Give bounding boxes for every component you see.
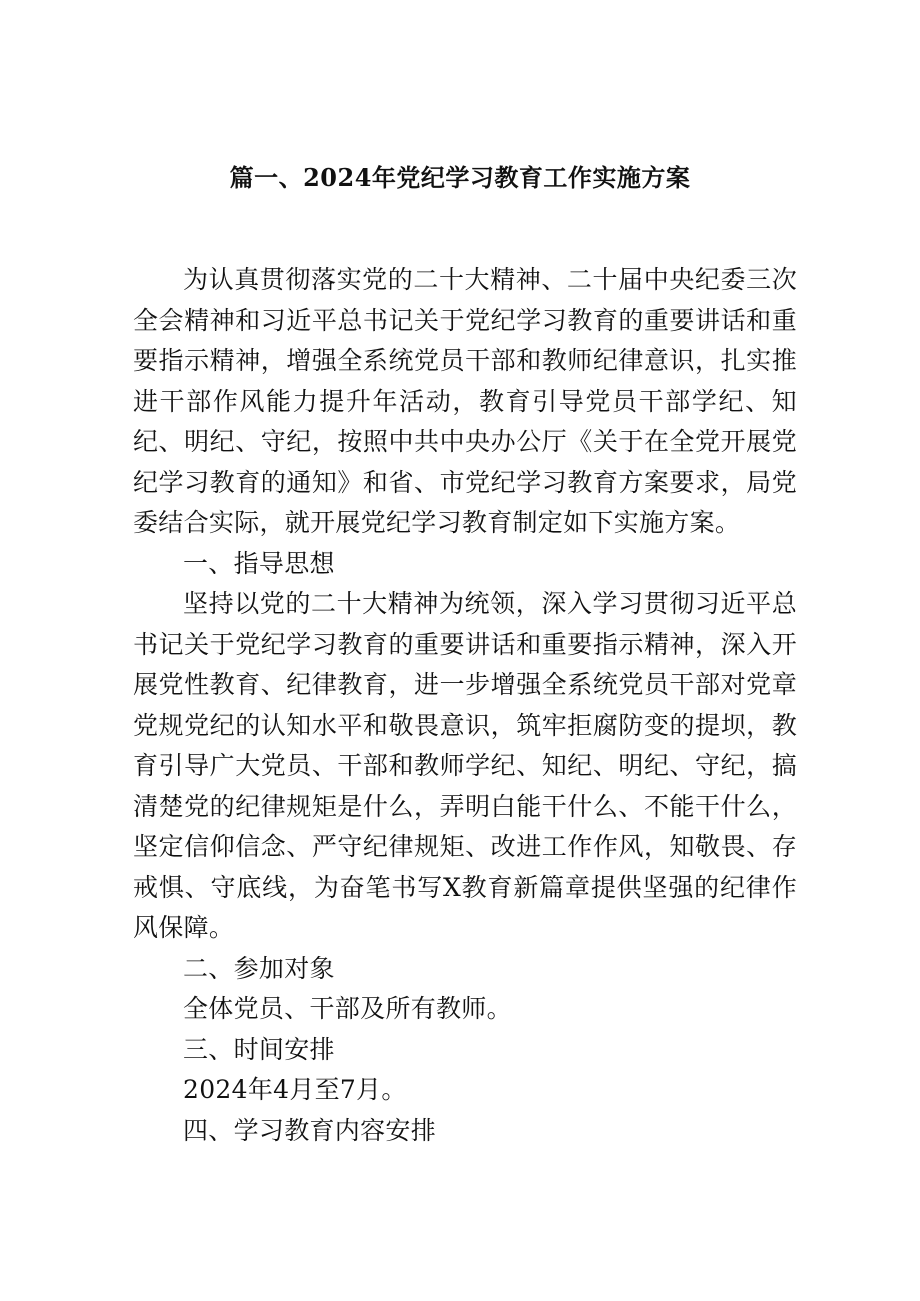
section-heading-content-arrangement: 四、学习教育内容安排 (183, 1115, 437, 1145)
document-body (133, 260, 797, 1151)
document-title: 篇一、2024年党纪学习教育工作实施方案 (229, 163, 691, 192)
section-heading-schedule: 三、时间安排 (183, 1034, 335, 1064)
section-text-schedule: 2024年4月至7月。 (183, 1075, 407, 1104)
intro-paragraph: 为认真贯彻落实党的二十大精神、二十届中央纪委三次全会精神和习近平总书记关于党纪学习教育的重要讲话和重要指示精神，增强全系统党员干部和教师纪律意识，扎实推进干部作风能力提升年活动，教育引导党员干部学纪、知纪、明纪、守纪，按照中共中央办公厅《关于在全党开展党纪学习教育的通知》和省、市党纪学习教育方案要求，局党委结合实际，就开展党纪学习教育制定如下实施方案。 (133, 265, 797, 537)
section-heading-guiding-thought: 一、指导思想 (183, 548, 335, 578)
section-text-guiding-thought: 坚持以党的二十大精神为统领，深入学习贯彻习近平总书记关于党纪学习教育的重要讲话和重要指示精神，深入开展党性教育、纪律教育，进一步增强全系统党员干部对党章党规党纪的认知水平和敬畏意识，筑牢拒腐防变的提坝，教育引导广大党员、干部和教师学纪、知纪、明纪、守纪，搞清楚党的纪律规矩是什么，弄明白能干什么、不能干什么，坚定信仰信念、严守纪律规矩、改进工作作风，知敬畏、存戒惧、守底线，为奋笔书写X教育新篇章提供坚强的纪律作风保障。 (133, 589, 797, 942)
section-text-participants: 全体党员、干部及所有教师。 (183, 994, 512, 1023)
section-heading-participants: 二、参加对象 (183, 953, 335, 983)
